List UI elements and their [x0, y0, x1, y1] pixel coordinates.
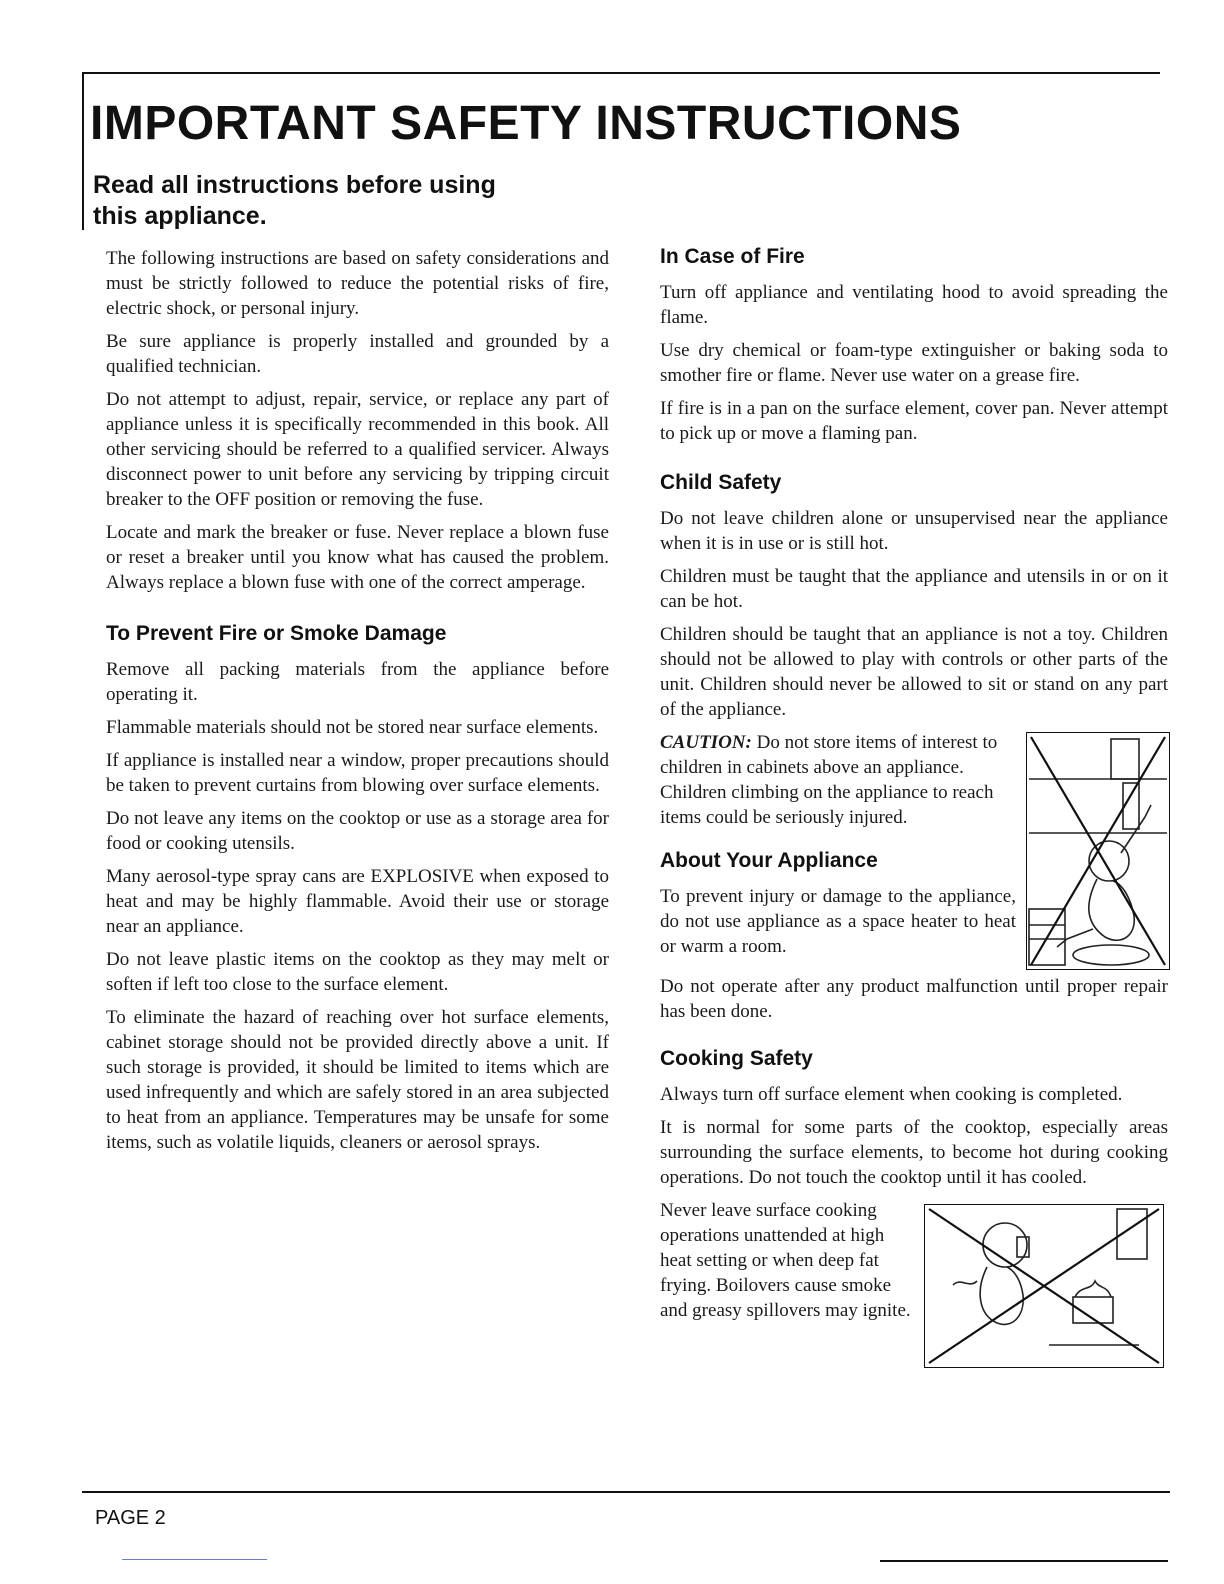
fire-paragraph: Use dry chemical or foam-type extinguisher or baking soda to smother fire or flame. Never use water on a grease fire.	[660, 340, 1168, 386]
subtitle-line-2: this appliance.	[93, 202, 267, 230]
about-appliance-paragraph: Do not operate after any product malfunction until proper repair has been done.	[660, 976, 1168, 1022]
scan-artifact-line	[122, 1559, 267, 1560]
cabinet-item	[1111, 739, 1139, 779]
child-safety-heading: Child Safety	[660, 471, 782, 494]
prevent-fire-heading: To Prevent Fire or Smoke Damage	[106, 622, 447, 645]
intro-paragraph: Do not attempt to adjust, repair, service, or replace any part of appliance unless it is specifically recommended in this book. All other servicing should be referred to a qualified servicer. Always disconnect power to unit before any servicing by tripping circuit breaker to the OFF position or removing the fuse.	[106, 389, 609, 510]
right-column	[660, 244, 1168, 1372]
page-title: IMPORTANT SAFETY INSTRUCTIONS	[90, 97, 962, 150]
prevent-fire-paragraph: If appliance is installed near a window, proper precautions should be taken to prevent curtains from blowing over surface elements.	[106, 750, 609, 796]
cooktop-element	[1073, 945, 1149, 965]
subtitle-line-1: Read all instructions before using	[93, 171, 496, 199]
child-safety-paragraph: Children must be taught that the appliance and utensils in or on it can be hot.	[660, 566, 1168, 612]
child-climbing-drawing	[1027, 733, 1169, 969]
prevent-fire-paragraph: Remove all packing materials from the appliance before operating it.	[106, 659, 609, 705]
child-safety-paragraph: Do not leave children alone or unsupervised near the appliance when it is in use or is still hot.	[660, 508, 1168, 554]
cooking-safety-paragraph: It is normal for some parts of the cooktop, especially areas surrounding the surface elements, to become hot during cooking operations. Do not touch the cooktop until it has cooled.	[660, 1117, 1168, 1188]
page-number: PAGE 2	[95, 1507, 166, 1529]
prevent-fire-paragraph: Do not leave any items on the cooktop or use as a storage area for food or cooking utensils.	[106, 808, 609, 854]
about-appliance-paragraph: To prevent injury or damage to the appliance, do not use appliance as a space heater to heat or warm a room.	[660, 886, 1016, 957]
caution-text: Do not store items of interest to children in cabinets above an appliance. Children climbing on the appliance to reach items could be seriously injured.	[660, 732, 998, 828]
unattended-cooking-illustration	[924, 1204, 1164, 1368]
unattended-cooking-drawing	[925, 1205, 1163, 1367]
prevent-fire-paragraph: Many aerosol-type spray cans are EXPLOSIVE when exposed to heat and may be highly flammable. Avoid their use or storage near an appliance.	[106, 866, 609, 937]
child-body	[1089, 879, 1134, 940]
fire-heading: In Case of Fire	[660, 245, 805, 268]
page-subtitle	[93, 170, 633, 232]
boilover-flame	[1075, 1281, 1111, 1297]
child-safety-paragraph: Children should be taught that an appliance is not a toy. Children should not be allowed to play with controls or other parts of the unit. Children should never be allowed to sit or stand on any part of the appliance.	[660, 624, 1168, 720]
about-appliance-heading: About Your Appliance	[660, 849, 878, 872]
fire-paragraph: If fire is in a pan on the surface element, cover pan. Never attempt to pick up or move a flaming pan.	[660, 398, 1168, 444]
prevent-fire-paragraph: Flammable materials should not be stored near surface elements.	[106, 717, 599, 738]
phone-cord	[953, 1281, 977, 1285]
fire-paragraph: Turn off appliance and ventilating hood to avoid spreading the flame.	[660, 282, 1168, 328]
person-body	[980, 1267, 1023, 1324]
caution-label: CAUTION:	[660, 732, 752, 753]
top-rule	[82, 72, 1160, 74]
left-column	[106, 246, 609, 1163]
left-rule	[82, 72, 84, 230]
cooking-safety-paragraph: Always turn off surface element when cooking is completed.	[660, 1084, 1123, 1105]
child-climbing-illustration	[1026, 732, 1170, 970]
page-bottom-rule	[880, 1560, 1168, 1562]
child-leg	[1057, 929, 1093, 947]
prevent-fire-paragraph: To eliminate the hazard of reaching over hot surface elements, cabinet storage should not be provided directly above a unit. If such storage is provided, it should be limited to items which are used infrequently and which are safely stored in an area subjected to heat from an appliance. Temperatures may be unsafe for some items, such as volatile liquids, cleaners or aerosol sprays.	[106, 1007, 609, 1153]
cooking-safety-paragraph: Never leave surface cooking operations unattended at high heat setting or when deep fat frying. Boilovers cause smoke and greasy spillovers may ignite.	[660, 1200, 911, 1321]
prevent-fire-paragraph: Do not leave plastic items on the cooktop as they may melt or soften if left too close to the surface element.	[106, 949, 609, 995]
cooking-safety-heading: Cooking Safety	[660, 1047, 813, 1070]
bottom-rule	[82, 1491, 1170, 1493]
intro-paragraph: Locate and mark the breaker or fuse. Never replace a blown fuse or reset a breaker until you know what has caused the problem. Always replace a blown fuse with one of the correct amperage.	[106, 522, 609, 593]
intro-paragraph: Be sure appliance is properly installed and grounded by a qualified technician.	[106, 331, 609, 377]
intro-paragraph: The following instructions are based on safety considerations and must be strictly followed to reduce the potential risks of fire, electric shock, or personal injury.	[106, 248, 609, 319]
